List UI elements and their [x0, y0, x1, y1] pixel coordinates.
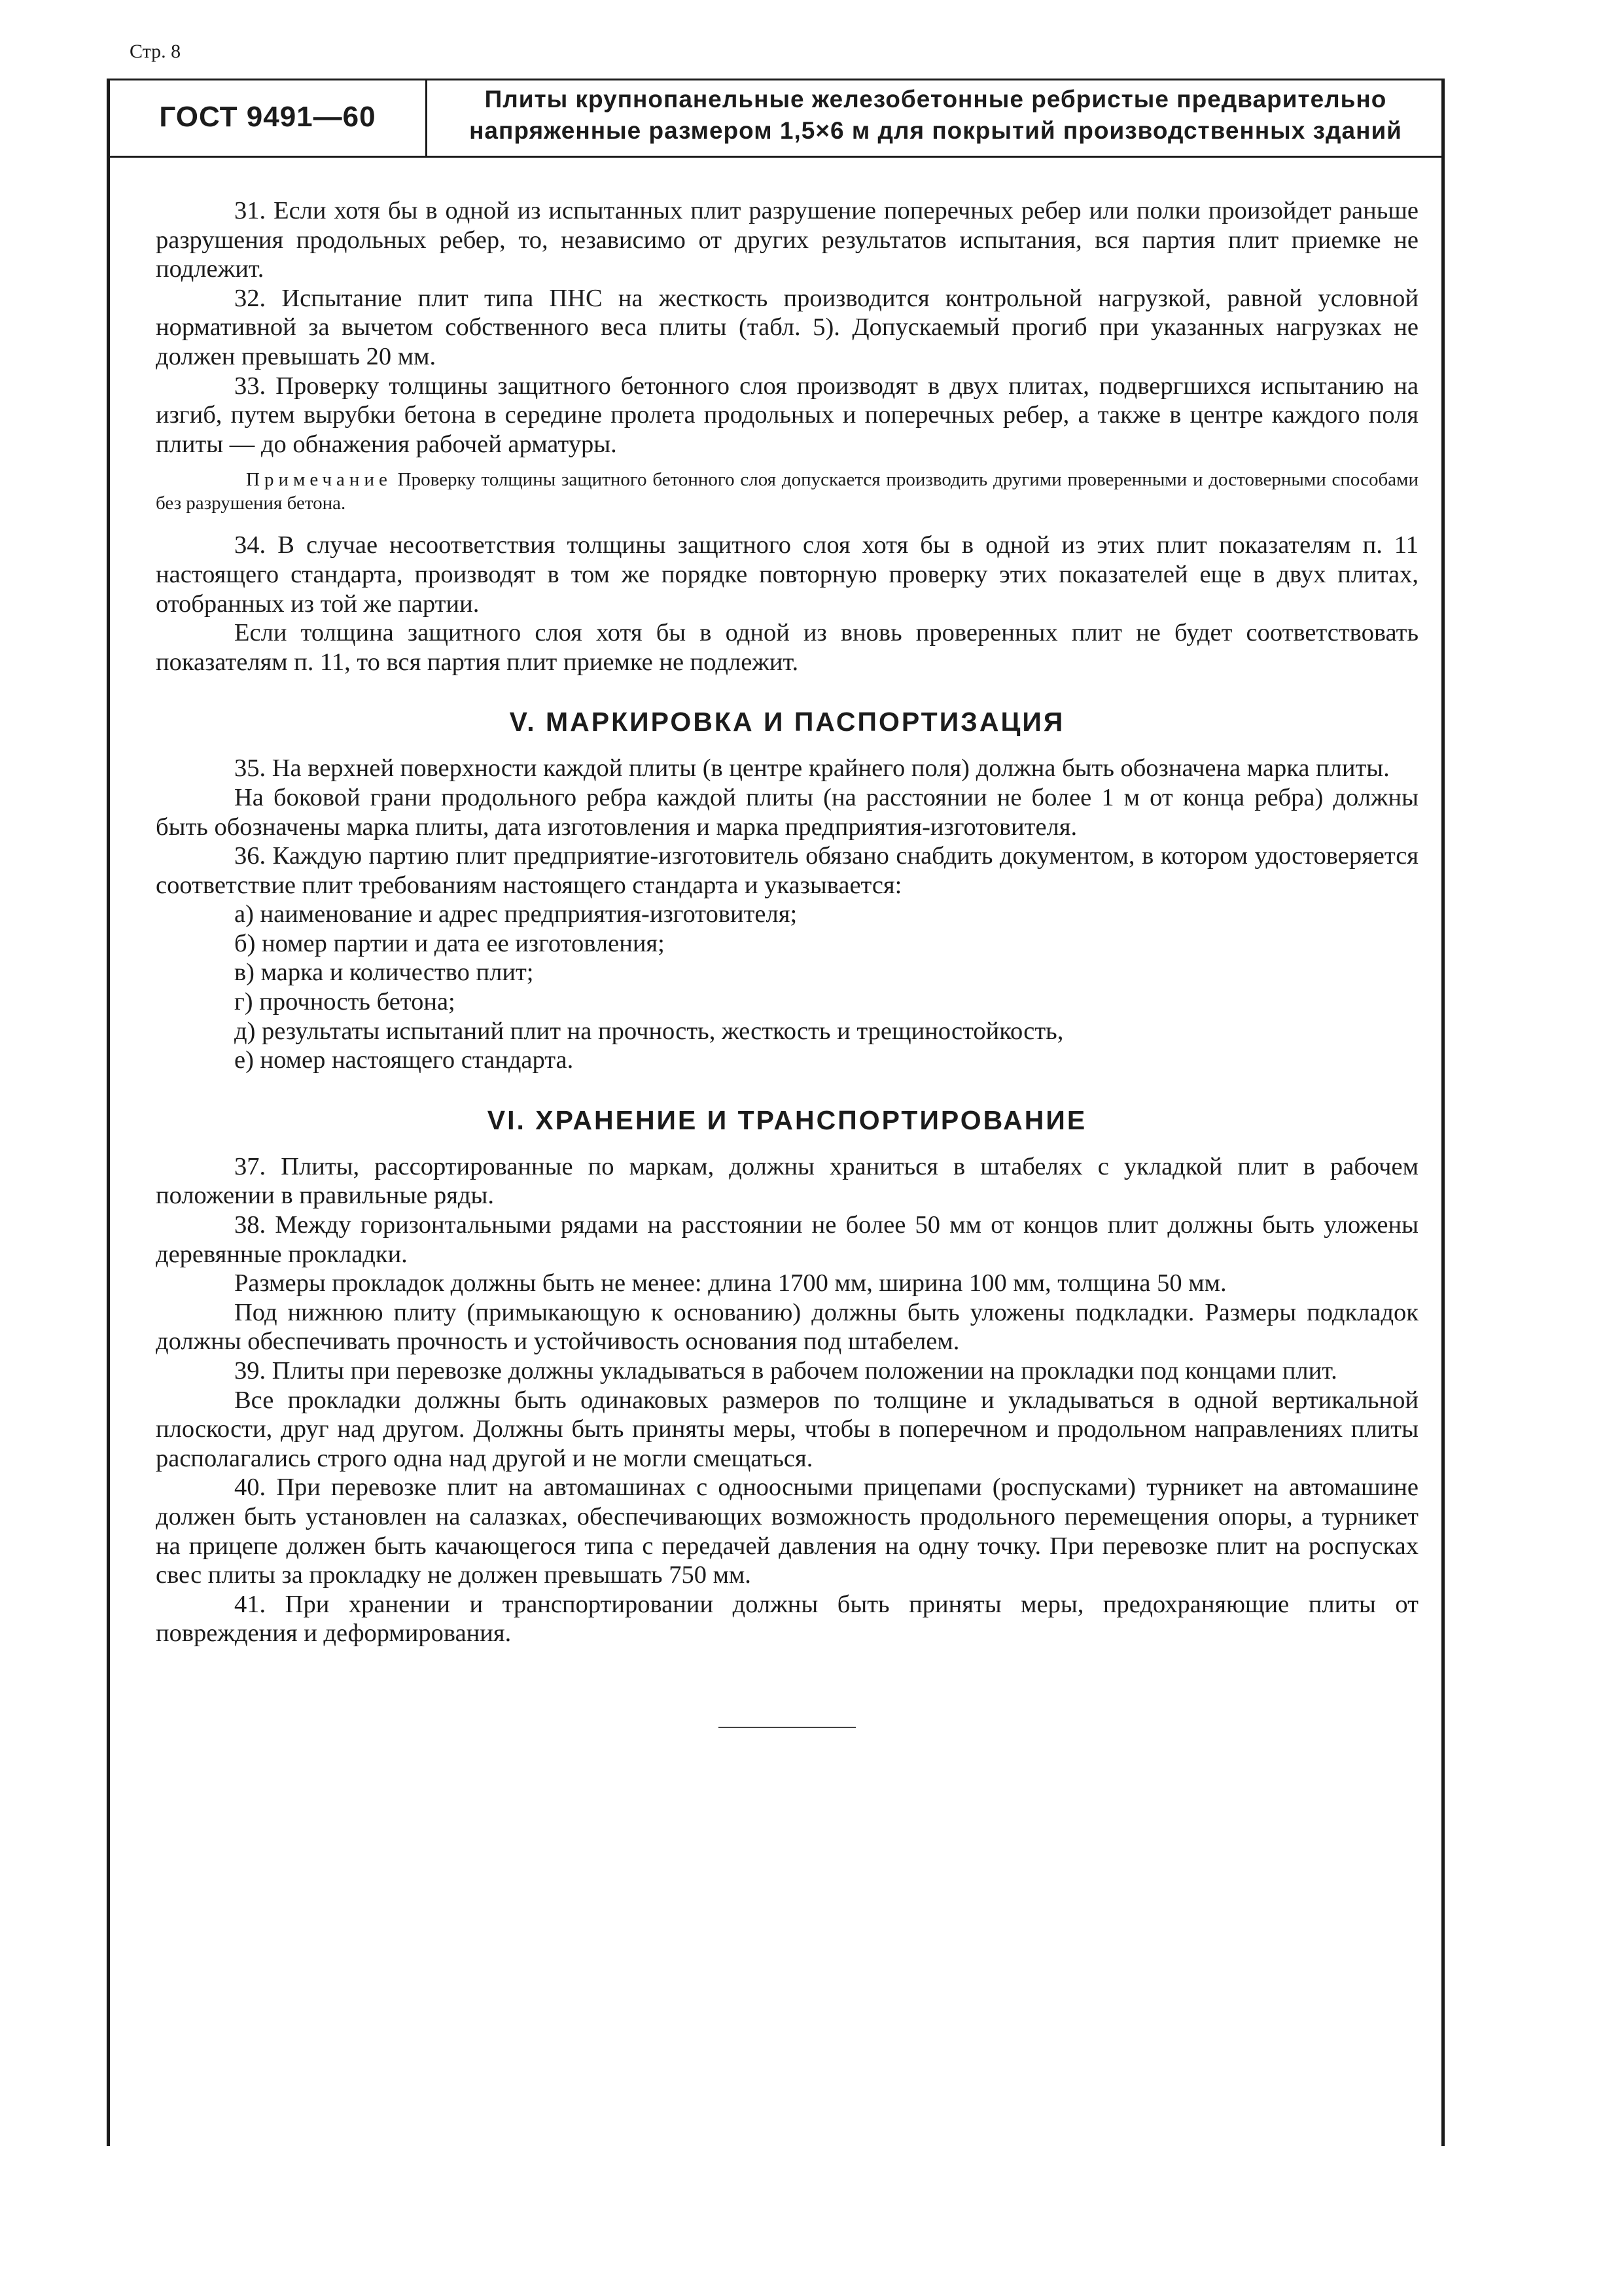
clause-31: 31. Если хотя бы в одной из испытанных плит разрушение поперечных ребер или полки произойдет раньше разрушения продольных ребер, то, независимо от других результатов испытания, вся партия плит приемке не подлежит. — [156, 197, 1419, 283]
list-item: г) прочность бетона; — [234, 988, 455, 1016]
list-item: в) марка и количество плит; — [234, 959, 534, 987]
clause-34-continued: Если толщина защитного слоя хотя бы в одной из вновь проверенных плит не будет соответствовать показателям п. 11, то вся партия плит приемке не подлежит. — [156, 619, 1419, 676]
clause-36-list — [156, 900, 1419, 1075]
standard-title-line-1: Плиты крупнопанельные железобетонные ребристые предварительно — [484, 86, 1387, 113]
list-item: б) номер партии и дата ее изготовления; — [234, 929, 665, 957]
header-bottom-rule — [107, 156, 1445, 158]
note-label: Примечание — [246, 469, 392, 491]
document-body — [156, 196, 1419, 1728]
list-item: а) наименование и адрес предприятия-изготовителя; — [234, 900, 798, 928]
standard-title-line-2: напряженные размером 1,5×6 м для покрытий производственных зданий — [469, 117, 1402, 144]
clause-36: 36. Каждую партию плит предприятие-изготовитель обязано снабдить документом, в котором удостоверяется соответствие плит требованиям настоящего стандарта и указывается: — [156, 842, 1419, 899]
note — [156, 468, 1419, 515]
clause-40: 40. При перевозке плит на автомашинах с одноосными прицепами (роспусками) турникет на автомашине должен быть установлен на салазках, обеспечивающих возможность продольного перемещения опоры, а турникет на прицепе должен быть качающегося типа с передачей давления на одну точку. При перевозке плит на роспусках свес плиты за прокладку не должен превышать 750 мм. — [156, 1474, 1419, 1589]
clause-39-continued: Все прокладки должны быть одинаковых размеров по толщине и укладываться в одной вертикальной плоскости, друг над другом. Должны быть приняты меры, чтобы в поперечном и продольном направлениях плиты располагались строго одна над другой и не могли смещаться. — [156, 1386, 1419, 1472]
clause-39: 39. Плиты при перевозке должны укладываться в рабочем положении на прокладки под концами плит. — [234, 1357, 1337, 1385]
clause-33: 33. Проверку толщины защитного бетонного слоя производят в двух плитах, подвергшихся испытанию на изгиб, путем вырубки бетона в середине пролета продольных и поперечных ребер, а также в центре каждого поля плиты — до обнажения рабочей арматуры. — [156, 372, 1419, 458]
clause-32: 32. Испытание плит типа ПНС на жесткость производится контрольной нагрузкой, равной условной нормативной за вычетом собственного веса плиты (табл. 5). Допускаемый прогиб при указанных нагрузках не должен превышать 20 мм. — [156, 284, 1419, 370]
page-number: Стр. 8 — [130, 41, 181, 62]
list-item: д) результаты испытаний плит на прочность, жесткость и трещиностойкость, — [234, 1017, 1064, 1045]
clause-38: 38. Между горизонтальными рядами на расстоянии не более 50 мм от концов плит должны быть уложены деревянные прокладки. — [156, 1211, 1419, 1268]
list-item: е) номер настоящего стандарта. — [234, 1046, 574, 1074]
section-heading-vi: VI. ХРАНЕНИЕ И ТРАНСПОРТИРОВАНИЕ — [487, 1104, 1087, 1135]
section-heading-v: V. МАРКИРОВКА И ПАСПОРТИЗАЦИЯ — [509, 707, 1065, 737]
clause-38-continued: Размеры прокладок должны быть не менее: длина 1700 мм, ширина 100 мм, толщина 50 мм. — [234, 1269, 1227, 1298]
clause-38-continued-2: Под нижнюю плиту (примыкающую к основанию) должны быть уложены подкладки. Размеры подкладок должны обеспечивать прочность и устойчивость основания под штабелем. — [156, 1298, 1419, 1356]
clause-37: 37. Плиты, рассортированные по маркам, должны храниться в штабелях с укладкой плит в рабочем положении в правильные ряды. — [156, 1152, 1419, 1210]
gost-number: ГОСТ 9491—60 — [159, 101, 376, 133]
end-rule — [718, 1727, 856, 1728]
clause-35-continued: На боковой грани продольного ребра каждой плиты (на расстоянии не более 1 м от конца ребра) должны быть обозначены марка плиты, дата изготовления и марка предприятия-изготовителя. — [156, 783, 1419, 841]
clause-35: 35. На верхней поверхности каждой плиты (в центре крайнего поля) должна быть обозначена марка плиты. — [234, 754, 1390, 783]
header-divider — [425, 79, 427, 156]
note-text: Проверку толщины защитного бетонного слоя допускается производить другими проверенными и достоверными способами без разрушения бетона. — [156, 469, 1419, 514]
clause-34: 34. В случае несоответствия толщины защитного слоя хотя бы в одной из этих плит показателям п. 11 настоящего стандарта, производят в том же порядке повторную проверку этих показателей еще в двух плитах, отобранных из той же партии. — [156, 531, 1419, 618]
clause-41: 41. При хранении и транспортировании должны быть приняты меры, предохраняющие плиты от повреждения и деформирования. — [156, 1590, 1419, 1648]
standard-title — [438, 84, 1433, 147]
